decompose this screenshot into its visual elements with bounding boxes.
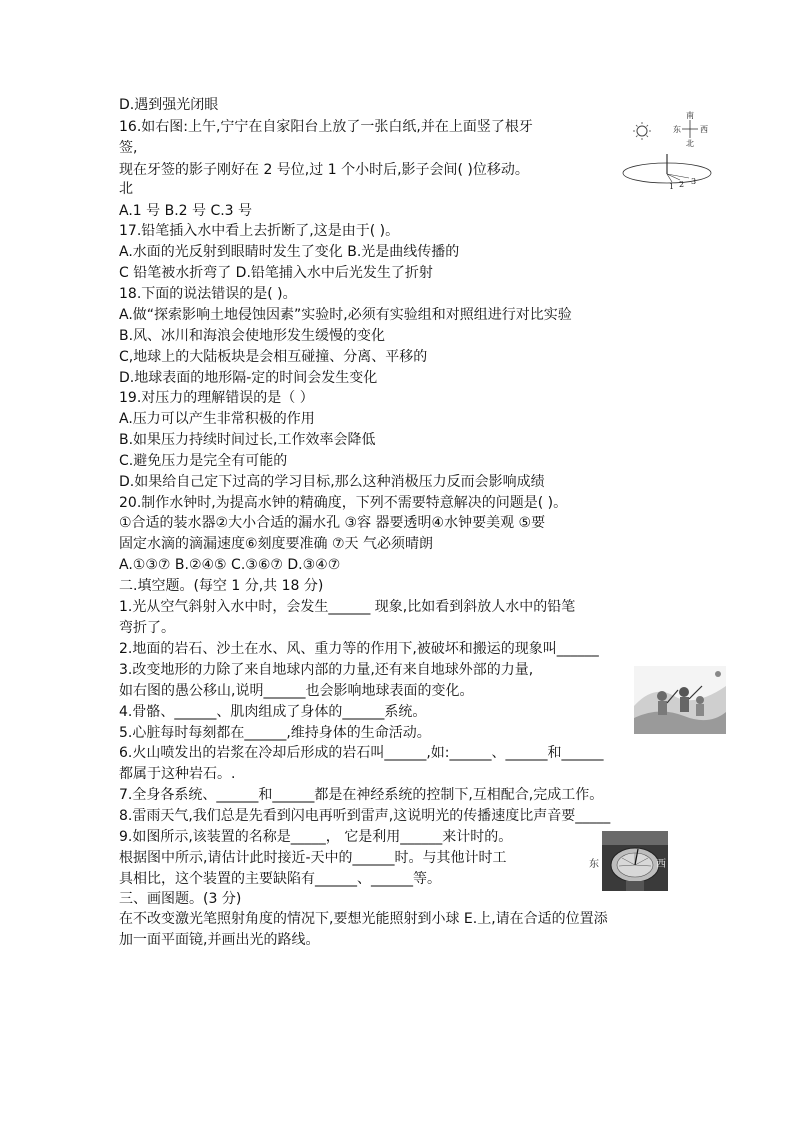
text-line: 现在牙签的影子刚好在 2 号位,过 1 个小时后,影子会间( )位移动。 (119, 162, 529, 178)
compass-west-label: 西 (700, 125, 708, 134)
compass-east-label: 东 (673, 125, 681, 134)
text-line: 9.如图所示,该装置的名称是_____， 它是利用______来计时的。 (119, 829, 513, 845)
text-line: 8.雷雨天气,我们总是先看到闪电再听到雷声,这说明光的传播速度比声音要_____ (119, 808, 611, 824)
text-line: 7.全身各系统、______和______都是在神经系统的控制下,互相配合,完成工作。 (119, 787, 604, 803)
text-line: D.遇到强光闭眼 (119, 97, 219, 113)
text-line: 3.改变地形的力除了来自地球内部的力量,还有来自地球外部的力量, (119, 662, 534, 678)
compass-south-label: 北 (686, 139, 694, 148)
shadow-compass-figure (622, 106, 712, 192)
text-line: 具相比，这个装置的主要缺陷有______、______等。 (119, 871, 441, 887)
paper-ellipse (623, 154, 711, 191)
question-16: 16.如右图:上午,宁宁在自家阳台上放了一张白纸,并在上面竖了根牙 (119, 119, 533, 135)
text-line: A.压力可以产生非常积极的作用 (119, 411, 315, 427)
text-line: 根据图中所示,请估计此时接近-天中的______时。与其他计时工 (119, 850, 507, 866)
text-line: 4.骨骼、______、肌肉组成了身体的______系统。 (119, 704, 427, 720)
text-line: C,地球上的大陆板块是会相互碰撞、分离、平移的 (119, 349, 428, 365)
shadow-position-2: 2 (679, 180, 685, 189)
sundial-east-label: 东 (589, 859, 599, 870)
text-line: ①合适的装水器②大小合适的漏水孔 ③容 器要透明④水钟要美观 ⑤要 (119, 515, 546, 531)
text-line: A.水面的光反射到眼睛时发生了变化 B.光是曲线传播的 (119, 244, 460, 260)
text-line: D.地球表面的地形隔-定的时间会发生变化 (119, 370, 378, 386)
text-line: 1.光从空气斜射入水中时，会发生______ 现象,比如看到斜放人水中的铅笔 (119, 599, 576, 615)
text-line: 2.地面的岩石、沙土在水、风、重力等的作用下,被破坏和搬运的现象叫______ (119, 641, 599, 657)
text-line: 加一面平面镜,并画出光的路线。 (119, 932, 320, 948)
text-line: A.①③⑦ B.②④⑤ C.③⑥⑦ D.③④⑦ (119, 557, 341, 573)
text-line: C.避免压力是完全有可能的 (119, 453, 288, 469)
question-18: 18.下面的说法错误的是( )。 (119, 286, 297, 302)
sundial-west-label: 西 (656, 859, 666, 870)
text-line: C 铅笔被水折弯了 D.铅笔捕入水中后光发生了折射 (119, 265, 433, 281)
yugong-moves-mountain-image (634, 666, 726, 734)
text-line: 北 (119, 181, 133, 197)
text-line: 如右图的愚公移山,说明______也会影响地球表面的变化。 (119, 683, 474, 699)
text-line: B.风、冰川和海浪会使地形发生缓慢的变化 (119, 328, 386, 344)
shadow-position-1: 1 (669, 182, 675, 191)
text-line: 6.火山喷发出的岩浆在冷却后形成的岩石叫______,如:______、______和______ (119, 745, 604, 761)
text-line: 固定水滴的滴漏速度⑥刻度要准确 ⑦天 气必须晴朗 (119, 536, 434, 552)
text-line: 5.心脏每时每刻都在______,维持身体的生命活动。 (119, 725, 431, 741)
question-20: 20.制作水钟时,为提高水钟的精确度，下列不需要特意解决的问题是( )。 (119, 495, 568, 511)
sundial-image (588, 831, 670, 891)
question-19: 19.对压力的理解错误的是（ ） (119, 390, 314, 406)
text-line: A.1 号 B.2 号 C.3 号 (119, 203, 253, 219)
text-line: 签, (119, 140, 138, 156)
compass-north-label: 南 (686, 111, 694, 120)
text-line: 在不改变激光笔照射角度的情况下,要想光能照射到小球 E.上,请在合适的位置添 (119, 911, 608, 927)
sun-icon (633, 122, 651, 140)
text-line: A.做“探索影响土地侵蚀因素”实验时,必须有实验组和对照组进行对比实验 (119, 307, 572, 323)
shadow-position-3: 3 (691, 177, 697, 186)
text-line: B.如果压力持续时间过长,工作效率会降低 (119, 432, 376, 448)
text-line: 弯折了。 (119, 620, 175, 636)
section-heading: 三、画图题。(3 分) (119, 891, 242, 907)
section-heading: 二.填空题。(每空 1 分,共 18 分) (119, 578, 324, 594)
text-line: 都属于这种岩石。. (119, 766, 236, 782)
text-line: D.如果给自己定下过高的学习目标,那么这种消极压力反而会影响成绩 (119, 474, 545, 490)
question-17: 17.铅笔插入水中看上去折断了,这是由于( )。 (119, 223, 400, 239)
compass-rose (673, 110, 708, 148)
